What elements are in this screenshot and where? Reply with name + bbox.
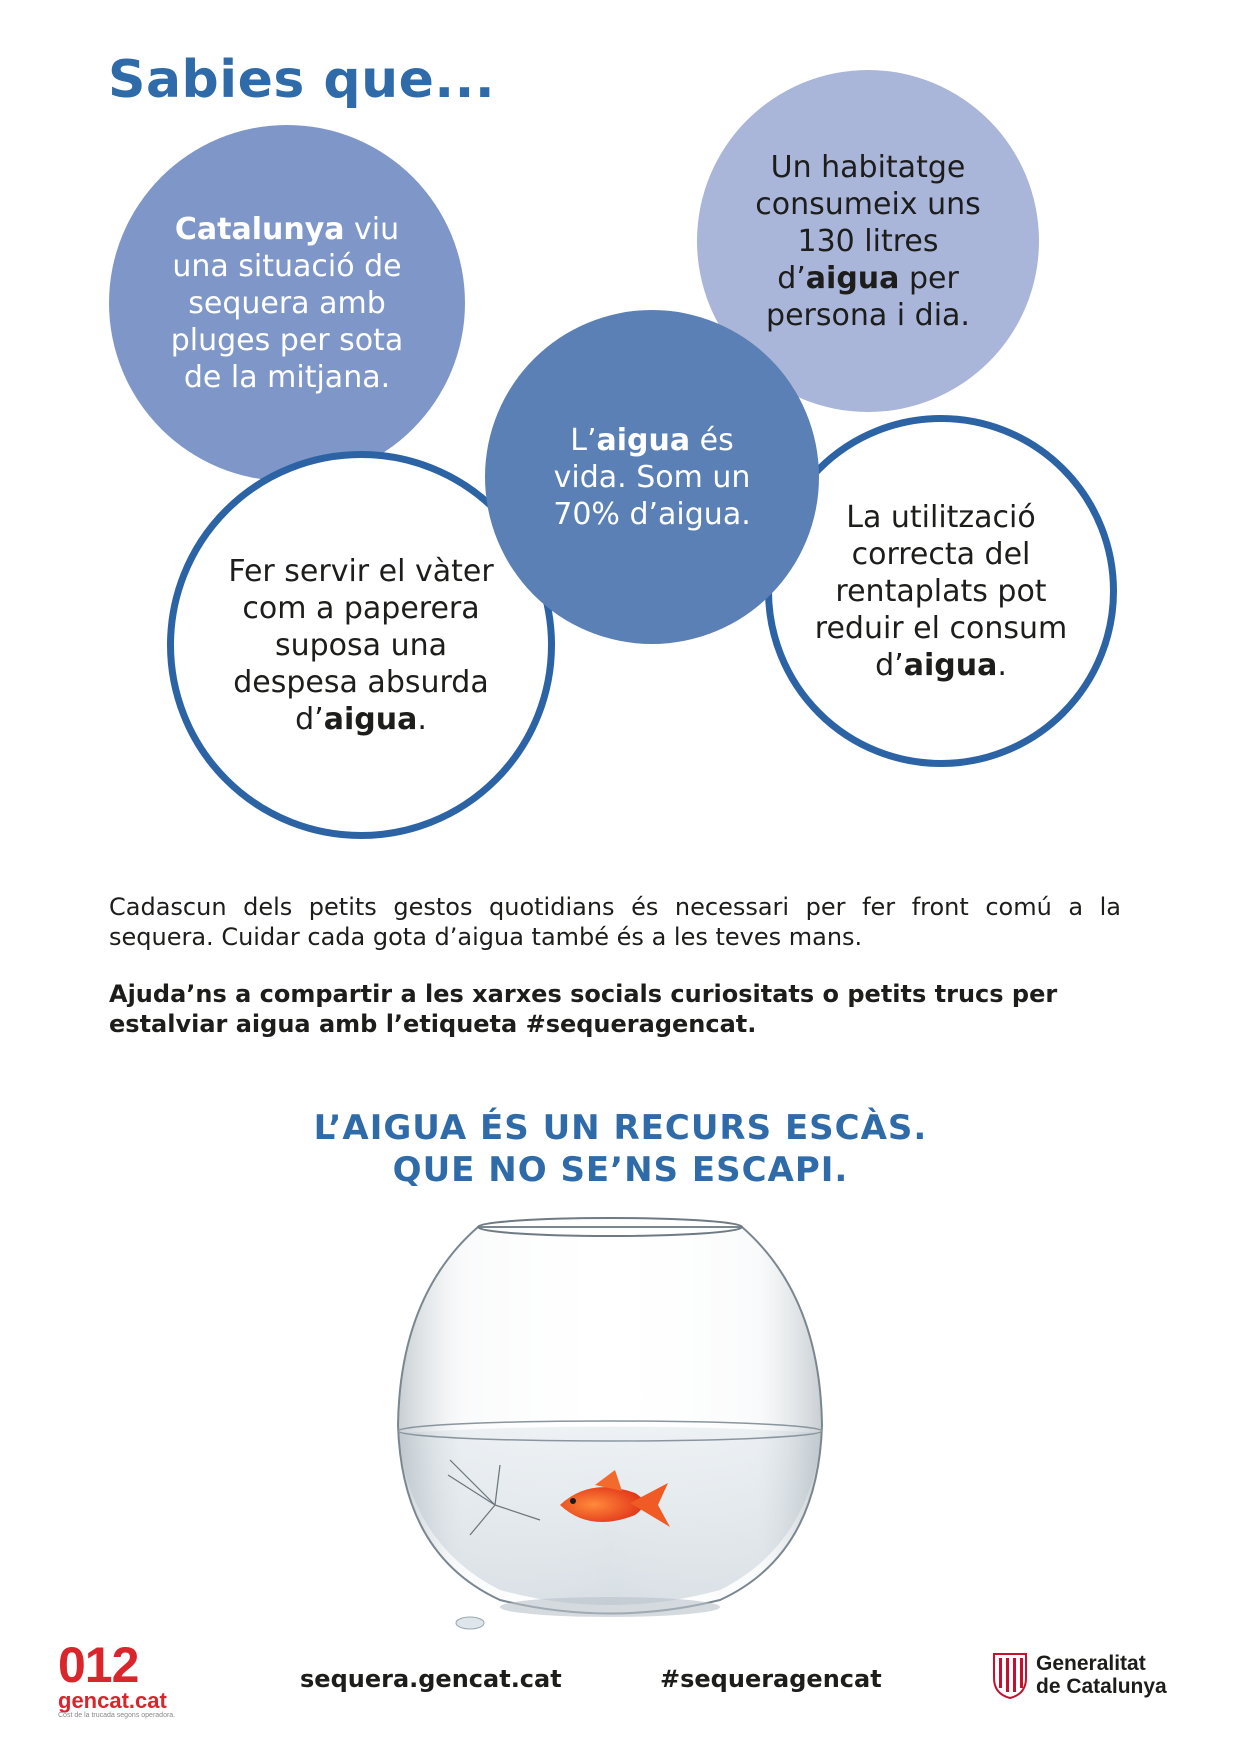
footer-hashtag: #sequeragencat — [660, 1665, 882, 1693]
slogan-line-1: L’AIGUA ÉS UN RECURS ESCÀS. — [313, 1108, 928, 1148]
generalitat-shield-icon — [990, 1650, 1030, 1700]
generalitat-line-2: de Catalunya — [1036, 1675, 1167, 1698]
intro-paragraph: Cadascun dels petits gestos quotidians és necessari per fer front comú a la sequera. Cuidar cada gota d’aigua també és a les teves mans. — [109, 893, 1121, 951]
goldfish-bowl-illustration — [390, 1215, 830, 1635]
share-paragraph: Ajuda’ns a compartir a les xarxes socials curiositats o petits trucs per estalviar aigua amb l’etiqueta #sequeragencat. — [109, 980, 1058, 1038]
bubble-vida-bold: aigua — [596, 422, 691, 458]
bubble-habitatge-bold: aigua — [805, 260, 900, 296]
generalitat-line-1: Generalitat — [1036, 1652, 1146, 1675]
bubble-habitatge-end: per persona i dia. — [766, 260, 970, 333]
generalitat-wordmark — [1036, 1652, 1167, 1698]
logo-012 — [58, 1637, 176, 1719]
bubble-rentaplats-bold: aigua — [903, 647, 998, 683]
bubble-vater-end: . — [417, 701, 427, 737]
logo-012-site: gencat.cat — [58, 1688, 167, 1713]
bubble-vida-text: L’ — [570, 422, 597, 458]
bubble-vater-bold: aigua — [323, 701, 418, 737]
bubble-habitatge-text: Un habitatge consumeix uns 130 litres d’ — [755, 149, 981, 296]
bubble-vater-text: Fer servir el vàter com a paperera suposa una despesa absurda d’ — [228, 553, 494, 737]
bubble-catalunya-bold: Catalunya — [174, 211, 345, 247]
bubble-vida-end: és vida. Som un 70% d’aigua. — [553, 422, 751, 532]
page-title: Sabies que... — [108, 50, 496, 110]
logo-012-number: 012 — [58, 1637, 139, 1693]
footer-url-link[interactable]: sequera.gencat.cat — [300, 1665, 562, 1693]
bubble-catalunya — [109, 125, 465, 481]
bubble-vida — [485, 310, 819, 644]
bubble-catalunya-text: viu una situació de sequera amb pluges per sota de la mitjana. — [170, 211, 404, 395]
logo-012-note: Cost de la trucada segons operadora. — [58, 1712, 176, 1719]
slogan-line-2: QUE NO SE’NS ESCAPI. — [392, 1150, 849, 1190]
bubble-rentaplats-text: La utilització correcta del rentaplats pot reduir el consum d’ — [814, 499, 1068, 683]
bubble-rentaplats-end: . — [997, 647, 1007, 683]
